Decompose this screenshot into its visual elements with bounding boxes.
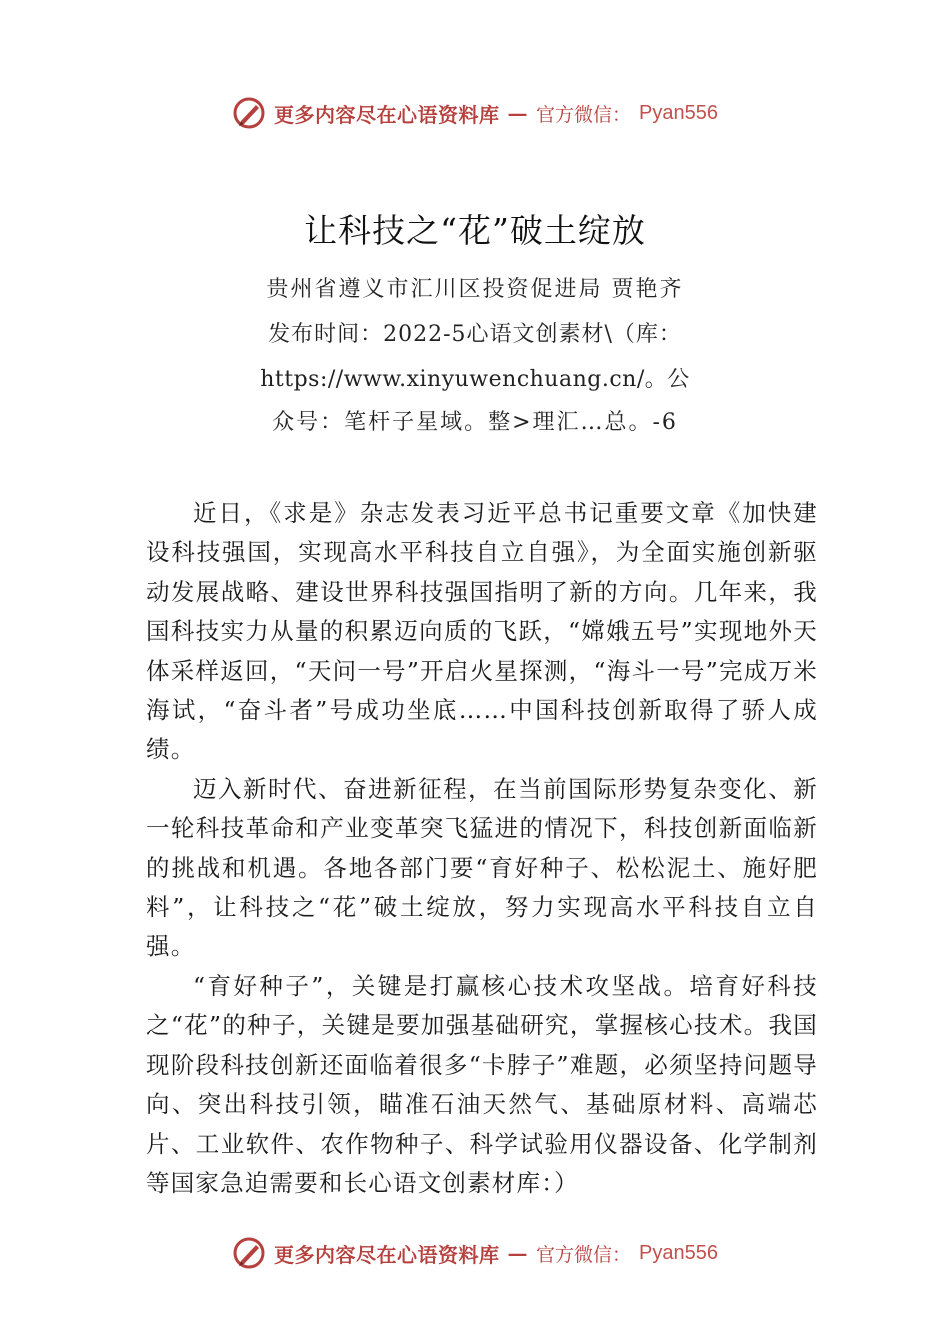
article-byline: 贵州省遵义市汇川区投资促进局 贾艳齐 (266, 277, 684, 302)
footer-watermark-banner (0, 1233, 950, 1273)
paragraph: 近日，《求是》杂志发表习近平总书记重要文章《加快建设科技强国，实现高水平科技自立自强》，为全面实施创新驱动发展战略、建设世界科技强国指明了新的方向。几年来，我国科技实力从量的积累迈向质的飞跃，“嫦娥五号”实现地外天体采样返回，“天问一号”开启火星探测，“海斗一号”完成万米海试，“奋斗者”号成功坐底……中国科技创新取得了骄人成绩。 (146, 499, 818, 764)
banner-dash: — (507, 1241, 528, 1265)
banner-dash: — (507, 101, 528, 125)
banner-wechat-label: 官方微信： (536, 103, 632, 126)
banner-promo-text: 更多内容尽在心语资料库 (274, 102, 500, 127)
banner-wechat-id: Pyan556 (639, 1241, 718, 1264)
article-body (146, 494, 818, 1203)
pen-logo-icon (232, 96, 266, 130)
article-meta-line-2: 发布时间：2022-5心语文创素材\（库： (268, 322, 682, 347)
pen-logo-icon (232, 1236, 266, 1270)
banner-promo-text: 更多内容尽在心语资料库 (274, 1242, 500, 1267)
article-title: 让科技之“花”破土绽放 (304, 211, 646, 250)
banner-wechat-id: Pyan556 (639, 101, 718, 124)
banner-wechat-label: 官方微信： (536, 1243, 632, 1266)
article-meta-line-3: https://www.xinyuwenchuang.cn/。公 (260, 367, 690, 392)
article-meta-line-4: 众号：笔杆子星域。整>理汇…总。-6 (272, 410, 678, 435)
paragraph: “育好种子”，关键是打赢核心技术攻坚战。培育好科技之“花”的种子，关键是要加强基础研究，掌握核心技术。我国现阶段科技创新还面临着很多“卡脖子”难题，必须坚持问题导向、突出科技引领，瞄准石油天然气、基础原材料、高端芯片、工业软件、农作物种子、科学试验用仪器设备、化学制剂等国家急迫需要和长心语文创素材库：） (146, 971, 818, 1197)
paragraph: 迈入新时代、奋进新征程，在当前国际形势复杂变化、新一轮科技革命和产业变革突飞猛进的情况下，科技创新面临新的挑战和机遇。各地各部门要“育好种子、松松泥土、施好肥料”，让科技之“花”破土绽放，努力实现高水平科技自立自强。 (146, 774, 818, 961)
header-watermark-banner (0, 93, 950, 133)
